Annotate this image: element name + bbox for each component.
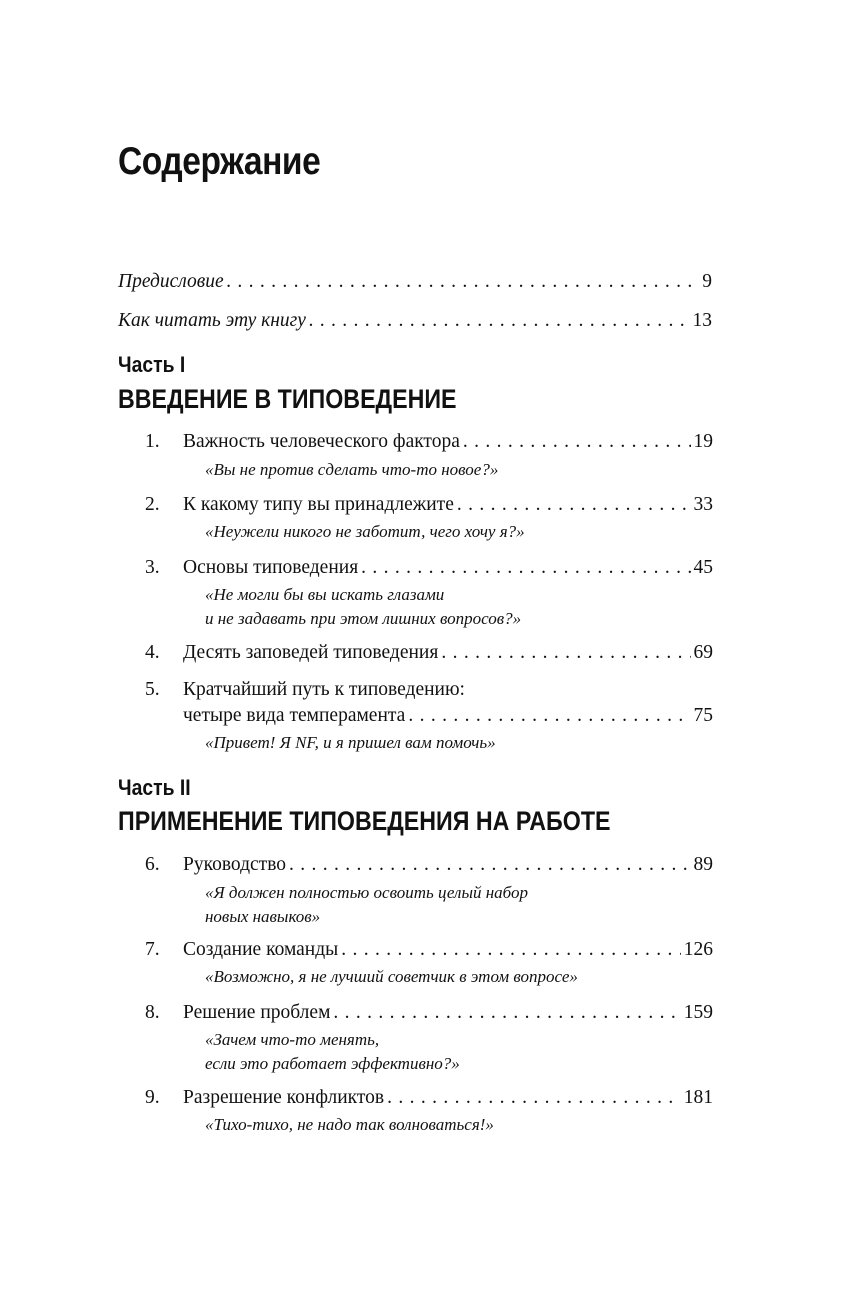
part-title: ВВЕДЕНИЕ В ТИПОВЕДЕНИЕ bbox=[118, 384, 457, 414]
entry-title: К какому типу вы принадлежите bbox=[183, 494, 454, 515]
toc-entry-chapter[interactable] bbox=[183, 853, 713, 877]
chapter-number: 3. bbox=[145, 557, 160, 578]
chapter-number: 8. bbox=[145, 1002, 160, 1023]
chapter-number: 7. bbox=[145, 939, 160, 960]
entry-page: 13 bbox=[692, 310, 712, 331]
dot-leader bbox=[361, 556, 690, 580]
entry-title: Десять заповедей типоведения bbox=[183, 642, 439, 663]
chapter-subtitle: «Возможно, я не лучший советчик в этом вопросе» bbox=[205, 967, 578, 986]
toc-entry-chapter[interactable] bbox=[183, 556, 713, 580]
dot-leader bbox=[309, 309, 690, 333]
page-title: Содержание bbox=[118, 140, 321, 183]
chapter-number: 5. bbox=[145, 679, 160, 700]
part-title: ПРИМЕНЕНИЕ ТИПОВЕДЕНИЯ НА РАБОТЕ bbox=[118, 806, 611, 836]
toc-entry-chapter[interactable] bbox=[183, 1086, 713, 1110]
dot-leader bbox=[408, 704, 690, 728]
chapter-subtitle: «Я должен полностью освоить целый набор bbox=[205, 883, 528, 902]
chapter-subtitle: если это работает эффективно?» bbox=[205, 1054, 460, 1073]
entry-title: Руководство bbox=[183, 854, 287, 875]
dot-leader bbox=[289, 853, 690, 877]
chapter-number: 6. bbox=[145, 854, 160, 875]
entry-title: Как читать эту книгу bbox=[118, 310, 306, 331]
dot-leader bbox=[333, 1001, 680, 1025]
toc-entry-preface[interactable] bbox=[118, 270, 712, 294]
chapter-number: 2. bbox=[145, 494, 160, 515]
entry-title: Решение проблем bbox=[183, 1002, 331, 1023]
chapter-number: 4. bbox=[145, 642, 160, 663]
dot-leader bbox=[227, 270, 700, 294]
chapter-number: 1. bbox=[145, 431, 160, 452]
entry-page: 181 bbox=[683, 1087, 713, 1108]
toc-entry-how-to-read[interactable] bbox=[118, 309, 712, 333]
toc-entry-chapter[interactable] bbox=[183, 493, 713, 517]
entry-title: Основы типоведения bbox=[183, 557, 359, 578]
dot-leader bbox=[387, 1086, 681, 1110]
entry-page: 159 bbox=[683, 1002, 713, 1023]
entry-title: Важность человеческого фактора bbox=[183, 431, 460, 452]
toc-entry-chapter[interactable] bbox=[183, 430, 713, 454]
entry-page: 19 bbox=[693, 431, 713, 452]
toc-entry-chapter[interactable] bbox=[183, 1001, 713, 1025]
chapter-subtitle: «Зачем что-то менять, bbox=[205, 1030, 380, 1049]
toc-entry-chapter[interactable] bbox=[183, 704, 713, 728]
dot-leader bbox=[463, 430, 691, 454]
chapter-subtitle: «Вы не против сделать что-то новое?» bbox=[205, 460, 499, 479]
entry-page: 69 bbox=[693, 642, 713, 663]
chapter-subtitle: «Привет! Я NF, и я пришел вам помочь» bbox=[205, 733, 496, 752]
entry-title: Предисловие bbox=[118, 271, 224, 292]
chapter-subtitle: новых навыков» bbox=[205, 907, 321, 926]
entry-page: 45 bbox=[693, 557, 713, 578]
chapter-title-line1: Кратчайший путь к типоведению: bbox=[183, 679, 465, 700]
toc-entry-chapter[interactable] bbox=[183, 641, 713, 665]
entry-title: Разрешение конфликтов bbox=[183, 1087, 385, 1108]
entry-title: четыре вида темперамента bbox=[183, 705, 406, 726]
part-label: Часть I bbox=[118, 352, 186, 377]
dot-leader bbox=[441, 641, 690, 665]
chapter-subtitle: «Неужели никого не заботит, чего хочу я?» bbox=[205, 522, 525, 541]
dot-leader bbox=[341, 938, 680, 962]
entry-page: 89 bbox=[693, 854, 713, 875]
part-label: Часть II bbox=[118, 775, 191, 800]
entry-title: Создание команды bbox=[183, 939, 339, 960]
chapter-subtitle: и не задавать при этом лишних вопросов?» bbox=[205, 609, 522, 628]
entry-page: 75 bbox=[693, 705, 713, 726]
chapter-subtitle: «Не могли бы вы искать глазами bbox=[205, 585, 445, 604]
entry-page: 9 bbox=[702, 271, 712, 292]
chapter-number: 9. bbox=[145, 1087, 160, 1108]
dot-leader bbox=[457, 493, 691, 517]
chapter-subtitle: «Тихо-тихо, не надо так волноваться!» bbox=[205, 1115, 494, 1134]
entry-page: 126 bbox=[683, 939, 713, 960]
entry-page: 33 bbox=[693, 494, 713, 515]
toc-entry-chapter[interactable] bbox=[183, 938, 713, 962]
